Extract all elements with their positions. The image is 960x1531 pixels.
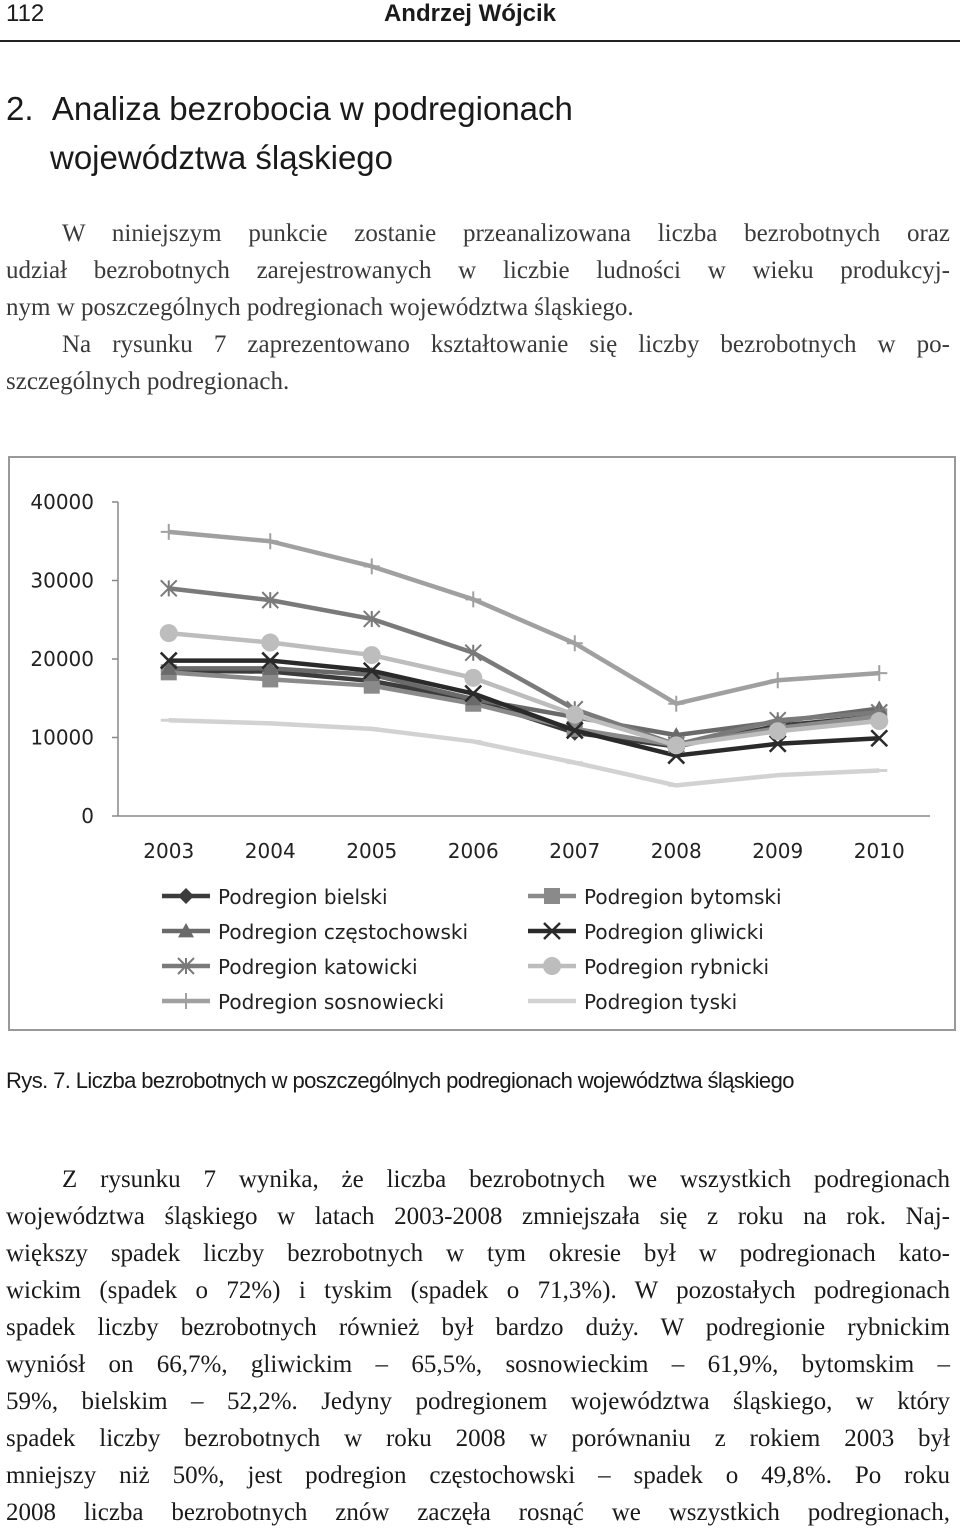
x-tick-label: 2004 [244, 839, 296, 863]
text-line: Z rysunku 7 wynika, że liczba bezrobotnych we wszystkich podregionach [62, 1166, 950, 1193]
legend-marker [178, 993, 194, 1009]
data-point [261, 634, 279, 652]
section-number: 2. [6, 90, 34, 127]
figure-chart [8, 456, 956, 1031]
data-point [464, 669, 482, 687]
y-tick-label: 30000 [30, 568, 94, 593]
y-tick-label: 0 [81, 804, 94, 828]
section-title-line-1: Analiza bezrobocia w podregionach [51, 90, 573, 127]
data-point [566, 706, 584, 724]
text-line: nym w poszczególnych podregionach województwa śląskiego. [6, 294, 634, 321]
x-tick-label: 2009 [752, 839, 804, 863]
data-point [160, 624, 178, 642]
legend-marker [543, 957, 561, 975]
legend-label: Podregion rybnicki [584, 955, 770, 979]
data-point [161, 524, 177, 540]
x-tick-label: 2007 [549, 839, 601, 863]
data-point [769, 722, 787, 740]
page-number: 112 [6, 0, 45, 27]
section-title-line-2: województwa śląskiego [50, 139, 394, 176]
legend-label: Podregion bielski [218, 885, 388, 909]
text-line: spadek liczby bezrobotnych w roku 2008 w porównaniu z rokiem 2003 był [6, 1425, 950, 1452]
data-point [770, 672, 786, 688]
legend-marker [544, 888, 560, 904]
data-point [364, 558, 380, 574]
data-point [871, 665, 887, 681]
x-tick-label: 2010 [853, 839, 905, 863]
text-line: wyniósł on 66,7%, gliwickim – 65,5%, sosnowieckim – 61,9%, bytomskim – [6, 1351, 950, 1378]
text-line: 59%, bielskim – 52,2%. Jedyny podregionem województwa śląskiego, w który [6, 1388, 950, 1415]
y-tick-label: 20000 [30, 647, 94, 671]
text-line: mniejszy niż 50%, jest podregion częstochowski – spadek o 49,8%. Po roku [6, 1462, 950, 1489]
text-line: Na rysunku 7 zaprezentowano kształtowanie się liczby bezrobotnych w po- [62, 331, 950, 358]
legend-label: Podregion gliwicki [584, 920, 764, 944]
x-tick-label: 2003 [143, 839, 195, 863]
intro-paragraph [6, 215, 950, 400]
header-rule [0, 40, 960, 42]
legend-marker [178, 888, 194, 904]
x-tick-label: 2005 [346, 839, 398, 863]
data-point [363, 646, 381, 664]
data-point [262, 533, 278, 549]
legend-label: Podregion sosnowiecki [218, 990, 445, 1014]
body-paragraph [6, 1161, 950, 1531]
text-line: spadek liczby bezrobotnych również był bardzo duży. W podregionie rybnickim [6, 1314, 950, 1341]
running-header [0, 0, 960, 44]
x-tick-label: 2008 [650, 839, 702, 863]
section-heading-line-1 [6, 84, 706, 133]
x-tick-label: 2006 [447, 839, 499, 863]
section-heading [6, 84, 706, 182]
author-name: Andrzej Wójcik [383, 0, 556, 27]
legend-label: Podregion bytomski [584, 885, 782, 909]
text-line: większy spadek liczby bezrobotnych w tym okresie był w podregionach kato- [6, 1240, 950, 1267]
text-line: wickim (spadek o 72%) i tyskim (spadek o 71,3%). W pozostałych podregionach [6, 1277, 950, 1304]
data-point [667, 736, 685, 754]
figure-caption: Rys. 7. Liczba bezrobotnych w poszczególnych podregionach województwa śląskiego [6, 1068, 794, 1093]
y-tick-label: 10000 [30, 725, 94, 750]
y-tick-label: 40000 [30, 490, 94, 514]
text-line: udział bezrobotnych zarejestrowanych w liczbie ludności w wieku produkcyj- [6, 257, 950, 284]
data-point [465, 591, 481, 607]
legend-label: Podregion katowicki [218, 955, 418, 979]
text-line: 2008 liczba bezrobotnych znów zaczęła rosnąć we wszystkich podregionach, [6, 1499, 950, 1526]
legend-label: Podregion tyski [584, 990, 738, 1014]
legend-label: Podregion częstochowski [218, 920, 469, 944]
text-line: W niniejszym punkcie zostanie przeanalizowana liczba bezrobotnych oraz [62, 220, 950, 247]
text-line: szczególnych podregionach. [6, 368, 290, 395]
data-point [870, 712, 888, 730]
text-line: województwa śląskiego w latach 2003-2008 zmniejszała się z roku na rok. Naj- [6, 1203, 950, 1230]
line-chart [10, 458, 954, 1029]
